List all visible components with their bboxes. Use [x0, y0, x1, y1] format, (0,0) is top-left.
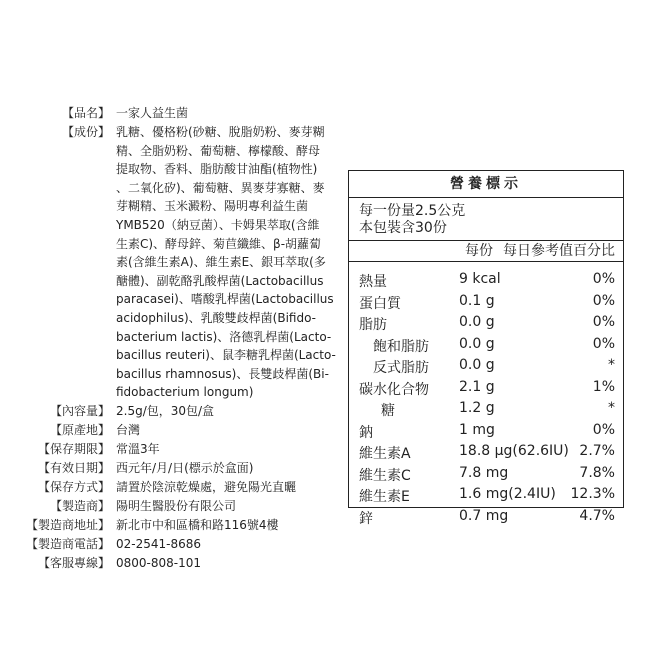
product-field-label: 【製造商電話】	[25, 536, 110, 551]
product-field-value: 請置於陰涼乾燥處，避免陽光直曬	[116, 479, 297, 494]
ingredients-line: 乳糖、優格粉(砂糖、脫脂奶粉、麥芽糊	[116, 125, 325, 139]
product-field-value: 02-2541-8686	[116, 536, 202, 551]
nutrient-daily-value: 12.3%	[570, 486, 615, 502]
nutrient-name: 維生素A	[359, 446, 411, 462]
nutrition-row	[349, 440, 623, 462]
product-field-label: 【製造商地址】	[25, 517, 110, 532]
product-name-label: 【品名】	[61, 106, 110, 120]
product-field-value: 台灣	[116, 422, 141, 437]
product-field-label: 【內容量】	[49, 403, 110, 418]
product-field-value: 常溫3年	[116, 441, 160, 456]
serving-info	[349, 198, 623, 237]
nutrition-row	[349, 483, 623, 505]
ingredients-line: bacillus rhamnosus)、長雙歧桿菌(Bi-	[116, 366, 329, 381]
nutrient-name: 糖	[381, 403, 395, 419]
nutrient-amount: 2.1 g	[459, 378, 495, 395]
ingredients-line: 素(含維生素A)、維生素E、銀耳萃取(多	[116, 255, 326, 270]
product-name-value: 一家人益生菌	[116, 106, 189, 120]
nutrient-amount: 0.0 g	[459, 357, 495, 373]
nutrient-name: 鋅	[359, 510, 373, 527]
nutrient-daily-value: *	[608, 357, 615, 373]
ingredients-line: 醣體)、副乾酪乳酸桿菌(Lactobacillus	[116, 273, 324, 288]
ingredients-line: 提取物、香料、脂肪酸甘油酯(植物性)	[116, 162, 318, 177]
nutrient-amount: 0.0 g	[459, 314, 495, 330]
product-field-value: 西元年/月/日(標示於盒面)	[116, 460, 254, 475]
nutrition-column-header	[349, 240, 623, 262]
nutrition-row	[349, 376, 623, 398]
product-field-value: 陽明生醫股份有限公司	[116, 498, 237, 513]
ingredients-value	[116, 123, 348, 402]
nutrient-daily-value: 2.7%	[579, 443, 615, 459]
product-field-value: 0800-808-101	[116, 555, 202, 570]
product-field-row	[18, 459, 348, 478]
product-field-row	[18, 478, 348, 497]
ingredients-line: 、二氧化矽)、葡萄糖、異麥芽寡糖、麥	[116, 180, 325, 195]
ingredients-line: fidobacterium longum)	[116, 385, 254, 400]
product-info	[18, 104, 348, 573]
nutrient-daily-value: *	[608, 400, 615, 416]
nutrient-amount: 0.0 g	[459, 335, 495, 352]
nutrient-name: 反式脂肪	[373, 360, 429, 376]
product-fields	[18, 402, 348, 573]
nutrition-facts-panel	[348, 170, 624, 527]
nutrition-row	[349, 462, 623, 484]
product-field-value: 新北市中和區橋和路116號4樓	[116, 517, 279, 532]
serving-size: 每一份量2.5公克	[359, 203, 466, 219]
nutrient-name: 蛋白質	[359, 295, 401, 312]
product-field-label: 【保存期限】	[37, 441, 110, 456]
product-field-row	[18, 402, 348, 421]
nutrient-daily-value: 0%	[592, 292, 615, 309]
nutrition-row	[349, 333, 623, 355]
nutrient-amount: 1.6 mg(2.4IU)	[459, 486, 556, 502]
nutrition-row	[349, 397, 623, 419]
nutrient-amount: 18.8 μg(62.6IU)	[459, 443, 569, 459]
nutrition-row	[349, 354, 623, 376]
ingredients-line: YMB520（納豆菌）、卡姆果萃取(含維	[116, 217, 320, 232]
nutrient-daily-value: 0%	[592, 421, 615, 438]
nutrient-name: 鈉	[359, 424, 373, 441]
nutrient-name: 維生素C	[359, 467, 411, 484]
nutrition-row	[349, 419, 623, 441]
ingredients-line: bacillus reuteri)、鼠李糖乳桿菌(Lacto-	[116, 348, 336, 363]
ingredients-line: 芽糊精、玉米澱粉、陽明專利益生菌	[116, 199, 309, 214]
per-serving-header: 每份	[465, 243, 493, 259]
nutrient-amount: 0.7 mg	[459, 507, 509, 524]
ingredients-line: 生素C)、酵母鋅、菊苣纖維、β-胡蘿蔔	[116, 236, 322, 251]
nutrient-name: 碳水化合物	[359, 381, 429, 398]
nutrient-amount: 7.8 mg	[459, 464, 509, 481]
ingredients-line: bacterium lactis)、洛德乳桿菌(Lacto-	[116, 329, 332, 344]
nutrition-row	[349, 311, 623, 333]
nutrient-name: 熱量	[359, 274, 387, 290]
nutrition-rows	[349, 262, 623, 526]
nutrient-name: 飽和脂肪	[373, 338, 429, 355]
product-field-row	[18, 497, 348, 516]
daily-value-header: 每日參考值百分比	[503, 243, 615, 259]
ingredients-label: 【成份】	[61, 125, 110, 139]
nutrition-title: 營養標示	[349, 171, 623, 198]
product-field-label: 【原產地】	[49, 422, 110, 437]
nutrient-daily-value: 0%	[592, 314, 615, 330]
ingredients-line: acidophilus)、乳酸雙歧桿菌(Bifido-	[116, 310, 316, 325]
nutrient-amount: 1 mg	[459, 421, 495, 438]
nutrient-daily-value: 0%	[592, 335, 615, 352]
nutrient-amount: 1.2 g	[459, 400, 495, 416]
nutrient-daily-value: 0%	[592, 271, 615, 287]
nutrition-row	[349, 290, 623, 312]
nutrition-row	[349, 268, 623, 290]
nutrient-name: 脂肪	[359, 317, 387, 333]
ingredients-line: paracasei)、嗜酸乳桿菌(Lactobacillus	[116, 292, 334, 307]
product-name-row	[18, 104, 348, 123]
nutrient-daily-value: 4.7%	[579, 507, 615, 524]
nutrient-daily-value: 1%	[592, 378, 615, 395]
nutrient-daily-value: 7.8%	[579, 464, 615, 481]
product-field-label: 【製造商】	[49, 498, 110, 513]
product-field-label: 【有效日期】	[37, 460, 110, 475]
nutrient-amount: 0.1 g	[459, 292, 495, 309]
nutrition-row	[349, 505, 623, 527]
product-field-row	[18, 421, 348, 440]
ingredients-row	[18, 123, 348, 402]
product-field-value: 2.5g/包，30包/盒	[116, 403, 215, 418]
product-field-label: 【保存方式】	[37, 479, 110, 494]
servings-per-pack: 本包裝含30份	[359, 220, 447, 236]
nutrient-amount: 9 kcal	[459, 271, 501, 287]
product-field-row	[18, 440, 348, 459]
nutrient-name: 維生素E	[359, 489, 410, 505]
product-field-row	[18, 516, 348, 535]
ingredients-line: 精、全脂奶粉、葡萄糖、檸檬酸、酵母	[116, 143, 321, 158]
product-field-row	[18, 535, 348, 554]
product-field-row	[18, 554, 348, 573]
product-field-label: 【客服專線】	[37, 555, 110, 570]
